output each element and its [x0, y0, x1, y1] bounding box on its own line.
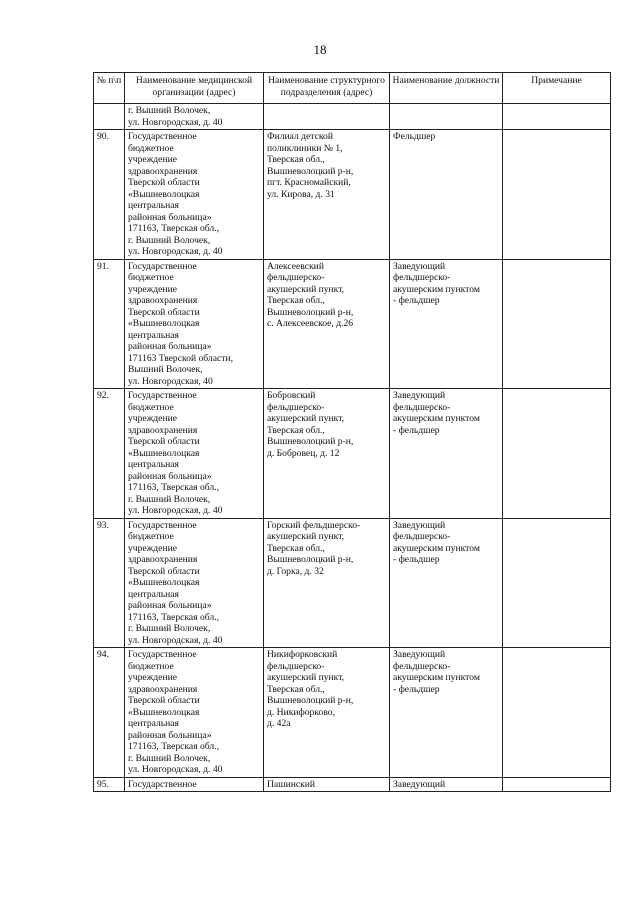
header-subdivision: Наименование структурного подразделения (адрес) — [264, 73, 390, 104]
org-cell-line: районная больница» — [128, 600, 212, 611]
position-cell — [390, 648, 503, 778]
subdivision-cell — [264, 104, 390, 130]
org-cell — [125, 389, 264, 519]
org-cell-line: учреждение — [128, 154, 177, 165]
org-cell-line: бюджетное — [128, 660, 174, 672]
org-cell-line: здравоохранения — [128, 295, 198, 306]
org-cell-line: Государственное — [128, 390, 197, 401]
org-cell-line: «Вышневолоцкая — [128, 447, 200, 459]
subdivision-cell — [264, 130, 390, 260]
org-cell-line: 171163, Тверская обл., — [128, 223, 219, 234]
note-cell — [503, 648, 611, 778]
org-cell-line: здравоохранения — [128, 683, 198, 695]
position-cell-line: акушерским пунктом — [393, 542, 480, 554]
org-cell-line: районная больница» — [128, 341, 212, 352]
position-cell — [390, 389, 503, 519]
subdivision-cell-line: ул. Кирова, д. 31 — [267, 188, 335, 200]
org-cell-line: учреждение — [128, 542, 177, 554]
org-cell-line: центральная — [128, 588, 179, 600]
org-cell-line: учреждение — [128, 413, 177, 424]
org-cell-line: центральная — [128, 200, 179, 211]
org-cell-line: г. Вышний Волочек, — [128, 623, 211, 634]
org-cell-line: ул. Новгородская, д. 40 — [128, 634, 223, 646]
org-cell — [125, 259, 264, 389]
table-row — [94, 648, 611, 778]
position-cell-line: фельдшерско- — [393, 660, 451, 672]
subdivision-cell — [264, 389, 390, 519]
org-cell-line: Государственное — [128, 260, 197, 272]
org-cell — [125, 777, 264, 792]
note-cell — [503, 389, 611, 519]
table-row — [94, 259, 611, 389]
org-cell-line: г. Вышний Волочек, — [128, 234, 211, 246]
subdivision-cell-line: фельдшерско- — [267, 401, 325, 413]
table-row — [94, 518, 611, 648]
org-cell-line: Государственное — [128, 778, 197, 790]
org-cell-line: ул. Новгородская, 40 — [128, 375, 213, 387]
org-cell — [125, 104, 264, 130]
table-body — [94, 104, 611, 792]
org-cell-line: г. Вышний Волочек, — [128, 752, 211, 764]
row-number: 93. — [94, 518, 125, 648]
row-number: 92. — [94, 389, 125, 519]
org-cell-line: ул. Новгородская, д. 40 — [128, 764, 223, 775]
position-cell — [390, 777, 503, 792]
subdivision-cell-line: д. Бобровец, д. 12 — [267, 447, 340, 459]
subdivision-cell — [264, 648, 390, 778]
note-cell — [503, 104, 611, 130]
subdivision-cell-line: Тверская обл., — [267, 154, 325, 165]
row-number: 90. — [94, 130, 125, 260]
subdivision-cell-line: с. Алексеевское, д.26 — [267, 318, 354, 329]
position-cell-line: Заведующий — [393, 519, 446, 531]
subdivision-cell-line: Филиал детской — [267, 131, 333, 142]
subdivision-cell-line: акушерский пункт, — [267, 283, 345, 295]
org-cell-line: центральная — [128, 459, 179, 470]
org-cell — [125, 130, 264, 260]
subdivision-cell-line: фельдшерско- — [267, 272, 325, 283]
org-cell-line: районная больница» — [128, 729, 212, 741]
org-cell-line: ул. Новгородская, д. 40 — [128, 246, 223, 257]
subdivision-cell — [264, 259, 390, 389]
org-cell-line: ул. Новгородская, д. 40 — [128, 116, 223, 128]
table-row — [94, 777, 611, 792]
org-cell-line: 171163, Тверская обл., — [128, 741, 219, 752]
subdivision-cell-line: Вышневолоцкий р-н, — [267, 554, 354, 565]
position-cell-line: - фельдшер — [393, 683, 440, 695]
header-num: № п\п — [94, 73, 125, 104]
subdivision-cell-line: акушерский пункт, — [267, 413, 345, 424]
org-cell-line: «Вышневолоцкая — [128, 188, 200, 200]
position-cell-line: фельдшерско- — [393, 272, 451, 283]
page-number: 18 — [313, 42, 327, 57]
org-cell-line: районная больница» — [128, 211, 212, 223]
org-cell-line: бюджетное — [128, 531, 174, 542]
org-cell-line: Государственное — [128, 519, 197, 531]
position-cell-line: акушерским пунктом — [393, 283, 480, 295]
table-row — [94, 130, 611, 260]
position-cell — [390, 104, 503, 130]
subdivision-cell-line: фельдшерско- — [267, 660, 325, 672]
subdivision-cell-line: Горский фельдшерско- — [267, 519, 361, 531]
subdivision-cell-line: д. Горка, д. 32 — [267, 565, 324, 577]
position-cell — [390, 130, 503, 260]
subdivision-cell-line: Тверская обл., — [267, 424, 325, 436]
subdivision-cell-line: акушерский пункт, — [267, 531, 345, 542]
continuation-row — [94, 104, 611, 130]
org-cell-line: районная больница» — [128, 470, 212, 482]
position-cell — [390, 518, 503, 648]
subdivision-cell-line: акушерский пункт, — [267, 672, 345, 683]
note-cell — [503, 777, 611, 792]
position-cell-line: - фельдшер — [393, 424, 440, 436]
org-cell-line: Тверской области — [128, 177, 200, 188]
subdivision-cell-line: Тверская обл., — [267, 683, 325, 695]
subdivision-cell-line: д. Никифорково, — [267, 706, 335, 718]
header-row — [94, 73, 611, 104]
note-cell — [503, 130, 611, 260]
row-number: 95. — [94, 777, 125, 792]
row-number: 91. — [94, 259, 125, 389]
position-cell-line: Заведующий — [393, 260, 446, 272]
position-cell-line: Заведующий — [393, 390, 446, 401]
position-cell-line: фельдшерско- — [393, 531, 451, 542]
org-cell-line: ул. Новгородская, д. 40 — [128, 505, 223, 516]
org-cell-line: 171163 Тверской области, — [128, 352, 233, 364]
subdivision-cell-line: д. 42а — [267, 718, 291, 729]
org-cell — [125, 648, 264, 778]
org-cell-line: Тверской области — [128, 306, 200, 318]
org-cell-line: Тверской области — [128, 436, 200, 447]
position-cell-line: акушерским пунктом — [393, 672, 480, 683]
org-cell-line: здравоохранения — [128, 165, 198, 177]
org-cell-line: учреждение — [128, 283, 177, 295]
subdivision-cell-line: Тверская обл., — [267, 542, 325, 554]
subdivision-cell-line: поликлиники № 1, — [267, 142, 343, 154]
position-cell-line: фельдшерско- — [393, 401, 451, 413]
header-note: Примечание — [503, 73, 611, 104]
subdivision-cell-line: Пашинский — [267, 778, 316, 790]
org-cell-line: Тверской области — [128, 565, 200, 577]
org-cell-line: бюджетное — [128, 401, 174, 413]
org-cell-line: «Вышневолоцкая — [128, 318, 200, 329]
position-cell-line: - фельдшер — [393, 554, 440, 565]
subdivision-cell — [264, 777, 390, 792]
org-cell-line: г. Вышний Волочек, — [128, 105, 211, 116]
table-header — [94, 73, 611, 104]
org-cell-line: г. Вышний Волочек, — [128, 493, 211, 505]
table-row — [94, 389, 611, 519]
staff-positions-table — [93, 72, 611, 792]
position-cell-line: акушерским пунктом — [393, 413, 480, 424]
position-cell-line: Заведующий — [393, 778, 446, 790]
position-cell-line: Заведующий — [393, 649, 446, 660]
org-cell — [125, 518, 264, 648]
note-cell — [503, 259, 611, 389]
subdivision-cell-line: Алексеевский — [267, 260, 324, 272]
org-cell-line: здравоохранения — [128, 424, 198, 436]
subdivision-cell-line: Бобровский — [267, 390, 316, 401]
position-cell-line: Фельдшер — [393, 131, 436, 142]
subdivision-cell-line: Никифорковский — [267, 649, 338, 660]
org-cell-line: Тверской области — [128, 695, 200, 706]
org-cell-line: «Вышневолоцкая — [128, 577, 200, 588]
subdivision-cell-line: Вышневолоцкий р-н, — [267, 695, 354, 706]
row-number — [94, 104, 125, 130]
row-number: 94. — [94, 648, 125, 778]
header-org: Наименование медицинской организации (адрес) — [125, 73, 264, 104]
org-cell-line: 171163, Тверская обл., — [128, 482, 219, 493]
position-cell — [390, 259, 503, 389]
subdivision-cell-line: Тверская обл., — [267, 295, 325, 306]
org-cell-line: Государственное — [128, 649, 197, 660]
subdivision-cell — [264, 518, 390, 648]
subdivision-cell-line: Вышневолоцкий р-н, — [267, 306, 354, 318]
org-cell-line: центральная — [128, 718, 179, 729]
header-position: Наименование должности — [390, 73, 503, 104]
org-cell-line: здравоохранения — [128, 554, 198, 565]
org-cell-line: 171163, Тверская обл., — [128, 611, 219, 623]
subdivision-cell-line: пгт. Красномайский, — [267, 177, 351, 188]
note-cell — [503, 518, 611, 648]
subdivision-cell-line: Вышневолоцкий р-н, — [267, 165, 354, 177]
subdivision-cell-line: Вышневолоцкий р-н, — [267, 436, 354, 447]
org-cell-line: бюджетное — [128, 142, 174, 154]
org-cell-line: Государственное — [128, 131, 197, 142]
org-cell-line: бюджетное — [128, 272, 174, 283]
org-cell-line: «Вышневолоцкая — [128, 706, 200, 718]
org-cell-line: учреждение — [128, 672, 177, 683]
position-cell-line: - фельдшер — [393, 295, 440, 306]
org-cell-line: Вышний Волочек, — [128, 364, 203, 375]
org-cell-line: центральная — [128, 329, 179, 341]
